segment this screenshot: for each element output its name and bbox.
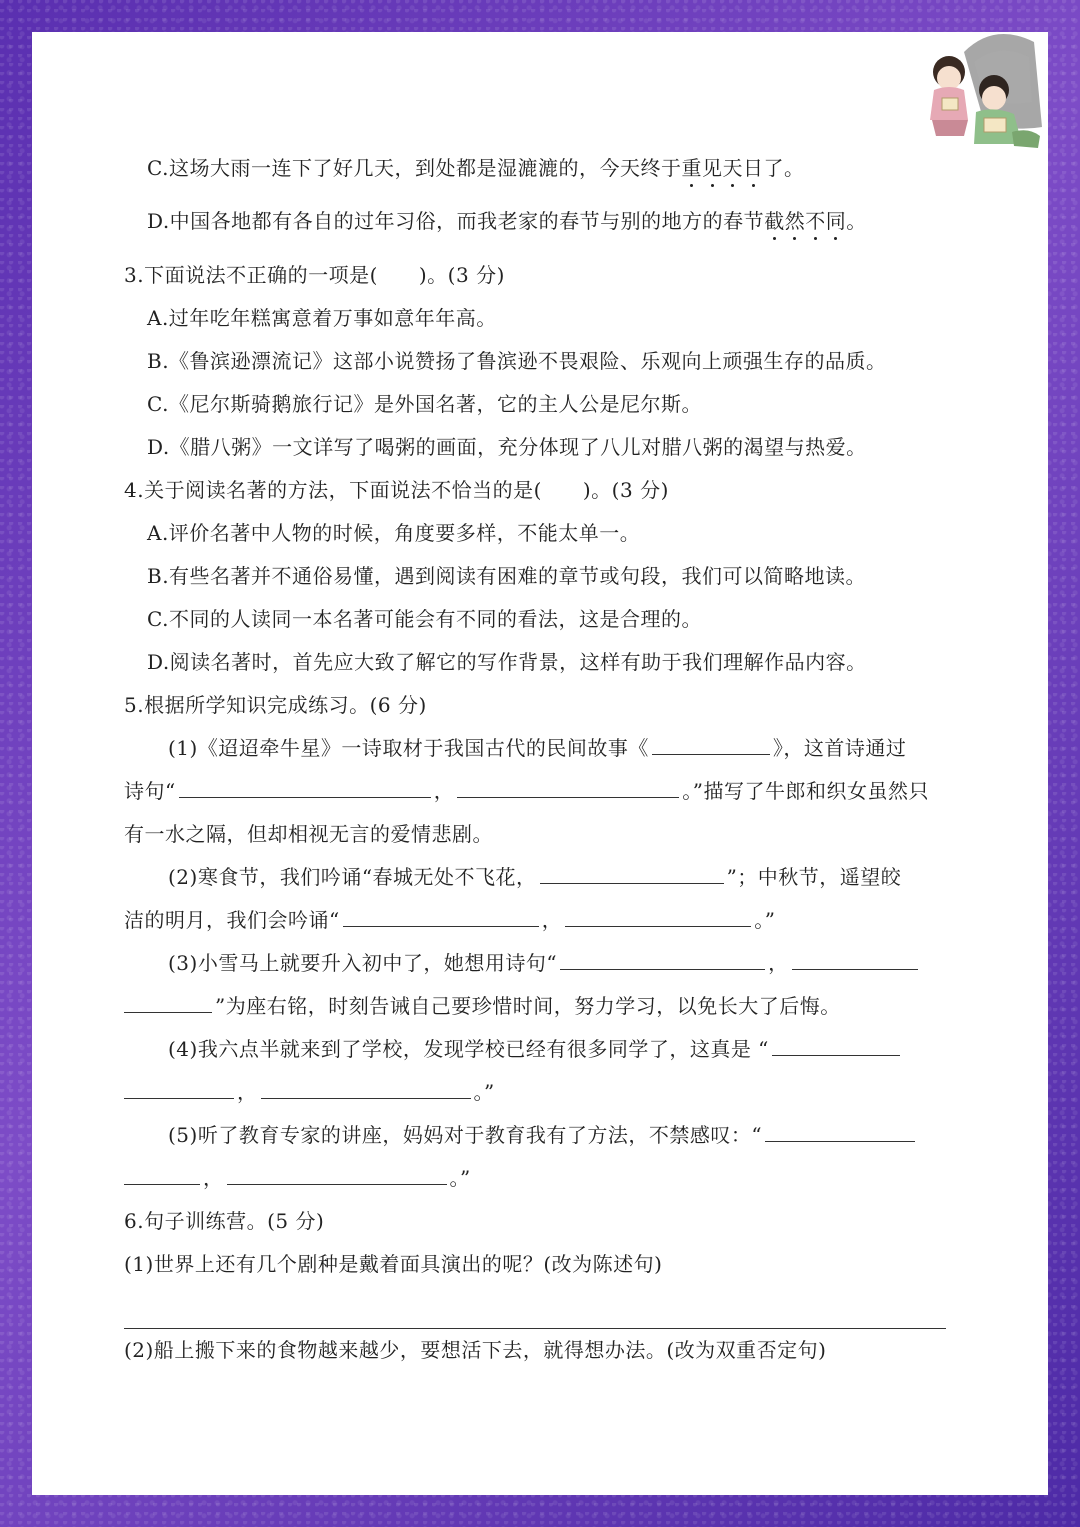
q6-stem: 6.句子训练营。(5 分) bbox=[124, 1209, 325, 1233]
answer-blank[interactable] bbox=[560, 947, 765, 970]
q3-option-b: B.《鲁滨逊漂流记》这部小说赞扬了鲁滨逊不畏艰险、乐观向上顽强生存的品质。 bbox=[147, 349, 887, 373]
answer-blank[interactable] bbox=[565, 904, 751, 927]
answer-blank[interactable] bbox=[179, 775, 431, 798]
answer-blank[interactable] bbox=[124, 1162, 200, 1185]
answer-blank[interactable] bbox=[792, 947, 918, 970]
q3-stem: 3.下面说法不正确的一项是( )。(3 分) bbox=[124, 263, 505, 287]
reading-children-illustration bbox=[904, 32, 1044, 160]
q4-stem: 4.关于阅读名著的方法，下面说法不恰当的是( )。(3 分) bbox=[124, 478, 669, 502]
answer-blank[interactable] bbox=[343, 904, 539, 927]
q6-answer-line-1[interactable] bbox=[124, 1328, 946, 1329]
q3-option-a: A.过年吃年糕寓意着万事如意年年高。 bbox=[147, 306, 497, 330]
q6-sentence-2: (2)船上搬下来的食物越来越少，要想活下去，就得想办法。(改为双重否定句) bbox=[124, 1338, 827, 1362]
q5-part3-line1: (3)小雪马上就要升入初中了，她想用诗句“ ， bbox=[168, 947, 921, 976]
q3-option-d: D.《腊八粥》一文详写了喝粥的画面，充分体现了八儿对腊八粥的渴望与热爱。 bbox=[147, 435, 867, 459]
q5-part5-line2: ， 。” bbox=[124, 1162, 471, 1191]
answer-blank[interactable] bbox=[457, 775, 679, 798]
answer-blank[interactable] bbox=[124, 990, 212, 1013]
q2-option-d: D.中国各地都有各自的过年习俗，而我老家的春节与别的地方的春节截然不同。 bbox=[147, 209, 867, 233]
answer-blank[interactable] bbox=[765, 1119, 915, 1142]
q5-part2-line2: 洁的明月，我们会吟诵“ ， 。” bbox=[124, 904, 775, 933]
q5-part3-line2: ”为座右铭，时刻告诫自己要珍惜时间，努力学习，以免长大了后悔。 bbox=[124, 990, 841, 1019]
worksheet-page bbox=[32, 32, 1048, 1495]
q5-stem: 5.根据所学知识完成练习。(6 分) bbox=[124, 693, 427, 717]
answer-blank[interactable] bbox=[261, 1076, 471, 1099]
q5-part1-line1: (1)《迢迢牵牛星》一诗取材于我国古代的民间故事《 》，这首诗通过 bbox=[168, 732, 906, 761]
q4-option-b: B.有些名著并不通俗易懂，遇到阅读有困难的章节或句段，我们可以简略地读。 bbox=[147, 564, 867, 588]
q2-option-c: C.这场大雨一连下了好几天，到处都是湿漉漉的，今天终于重见天日了。 bbox=[147, 156, 805, 180]
q6-sentence-1: (1)世界上还有几个剧种是戴着面具演出的呢？(改为陈述句) bbox=[124, 1252, 663, 1276]
q3-option-c: C.《尼尔斯骑鹅旅行记》是外国名著，它的主人公是尼尔斯。 bbox=[147, 392, 702, 416]
answer-blank[interactable] bbox=[227, 1162, 447, 1185]
q5-part5-line1: (5)听了教育专家的讲座，妈妈对于教育我有了方法，不禁感叹：“ bbox=[168, 1119, 918, 1148]
q5-part1-line2: 诗句“ ， 。”描写了牛郎和织女虽然只 bbox=[124, 775, 929, 804]
answer-blank[interactable] bbox=[772, 1033, 900, 1056]
q5-part1-line3: 有一水之隔，但却相视无言的爱情悲剧。 bbox=[124, 822, 493, 846]
answer-blank[interactable] bbox=[540, 861, 724, 884]
q4-option-d: D.阅读名著时，首先应大致了解它的写作背景，这样有助于我们理解作品内容。 bbox=[147, 650, 867, 674]
q5-part2-line1: (2)寒食节，我们吟诵“春城无处不飞花， ”；中秋节，遥望皎 bbox=[168, 861, 901, 890]
q4-option-c: C.不同的人读同一本名著可能会有不同的看法，这是合理的。 bbox=[147, 607, 702, 631]
answer-blank[interactable] bbox=[652, 732, 770, 755]
q5-part4-line1: (4)我六点半就来到了学校，发现学校已经有很多同学了，这真是 “ bbox=[168, 1033, 903, 1062]
q5-part4-line2: ， 。” bbox=[124, 1076, 495, 1105]
answer-blank[interactable] bbox=[124, 1076, 234, 1099]
q4-option-a: A.评价名著中人物的时候，角度要多样，不能太单一。 bbox=[147, 521, 641, 545]
